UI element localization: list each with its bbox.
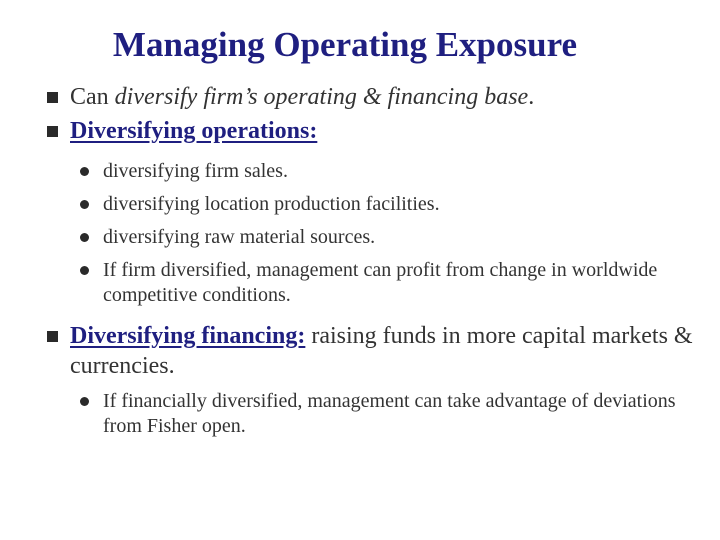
bullet-diversifying-operations bbox=[70, 116, 317, 146]
slide-title: Managing Operating Exposure bbox=[112, 25, 578, 64]
sub-bullet-location: diversifying location production facilities. bbox=[103, 193, 440, 215]
square-bullet-icon bbox=[47, 331, 58, 342]
round-bullet-icon bbox=[80, 167, 89, 176]
square-bullet-icon bbox=[47, 92, 58, 103]
round-bullet-icon bbox=[80, 397, 89, 406]
sub-bullet-sales: diversifying firm sales. bbox=[103, 160, 288, 182]
operations-heading: Diversifying operations: bbox=[70, 118, 318, 144]
bullet-suffix: . bbox=[528, 84, 535, 110]
sub-bullet-raw-material: diversifying raw material sources. bbox=[103, 226, 376, 248]
sub-bullet-profit-from-change: If firm diversified, management can profit from change in worldwide competitive conditions. bbox=[103, 259, 658, 306]
round-bullet-icon bbox=[80, 200, 89, 209]
bullet-italic-text: diversify firm’s operating & financing base bbox=[114, 84, 529, 110]
bullet-diversify-base bbox=[70, 82, 534, 112]
square-bullet-icon bbox=[47, 126, 58, 137]
bullet-diversifying-financing bbox=[70, 321, 700, 381]
round-bullet-icon bbox=[80, 266, 89, 275]
sub-bullet-fisher-open: If financially diversified, management can take advantage of deviations from Fisher open. bbox=[103, 390, 676, 437]
round-bullet-icon bbox=[80, 233, 89, 242]
financing-heading: Diversifying financing: bbox=[70, 323, 306, 349]
bullet-prefix: Can bbox=[70, 84, 115, 110]
financing-text: raising funds in more capital markets & currencies. bbox=[70, 323, 693, 379]
